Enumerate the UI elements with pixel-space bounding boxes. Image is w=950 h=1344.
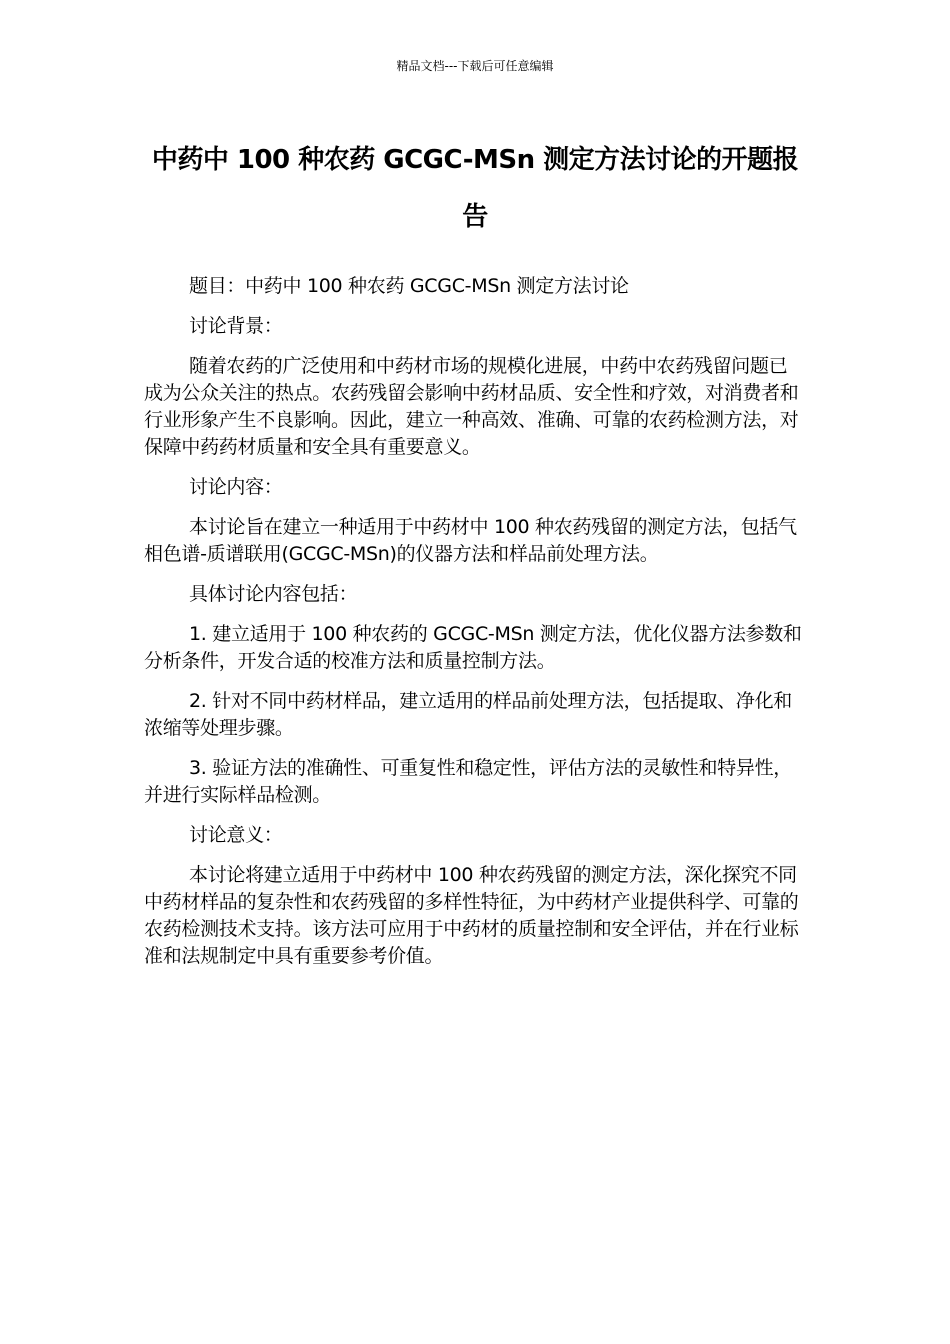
specific-content-heading: 具体讨论内容包括： [189,583,358,605]
header-note: 精品文档---下载后可任意编辑 [396,59,554,73]
document-title: 中药中 100 种农药 GCGC-MSn 测定方法讨论的开题报告 [151,145,799,232]
content-heading: 讨论内容： [189,476,283,498]
significance-heading: 讨论意义： [189,824,283,846]
list-item: 1. 建立适用于 100 种农药的 GCGC-MSn 测定方法，优化仪器方法参数和分析条件，开发合适的校准方法和质量控制方法。 [144,623,802,672]
background-heading: 讨论背景： [189,315,283,337]
background-paragraph: 随着农药的广泛使用和中药材市场的规模化进展，中药中农药残留问题已成为公众关注的热点。农药残留会影响中药材品质、安全性和疗效，对消费者和行业形象产生不良影响。因此，建立一种高效、准确、可靠的农药检测方法，对保障中药药材质量和安全具有重要意义。 [144,355,799,458]
list-item: 3. 验证方法的准确性、可重复性和稳定性，评估方法的灵敏性和特异性，并进行实际样品检测。 [144,757,792,806]
document-body [144,273,806,983]
content-paragraph: 本讨论旨在建立一种适用于中药材中 100 种农药残留的测定方法，包括气相色谱-质谱联用(GCGC-MSn)的仪器方法和样品前处理方法。 [144,516,797,565]
topic-line: 题目：中药中 100 种农药 GCGC-MSn 测定方法讨论 [189,275,629,297]
list-item: 2. 针对不同中药材样品，建立适用的样品前处理方法，包括提取、净化和浓缩等处理步骤。 [144,690,792,739]
significance-paragraph: 本讨论将建立适用于中药材中 100 种农药残留的测定方法，深化探究不同中药材样品的复杂性和农药残留的多样性特征，为中药材产业提供科学、可靠的农药检测技术支持。该方法可应用于中药材的质量控制和安全评估，并在行业标准和法规制定中具有重要参考价值。 [144,864,799,967]
